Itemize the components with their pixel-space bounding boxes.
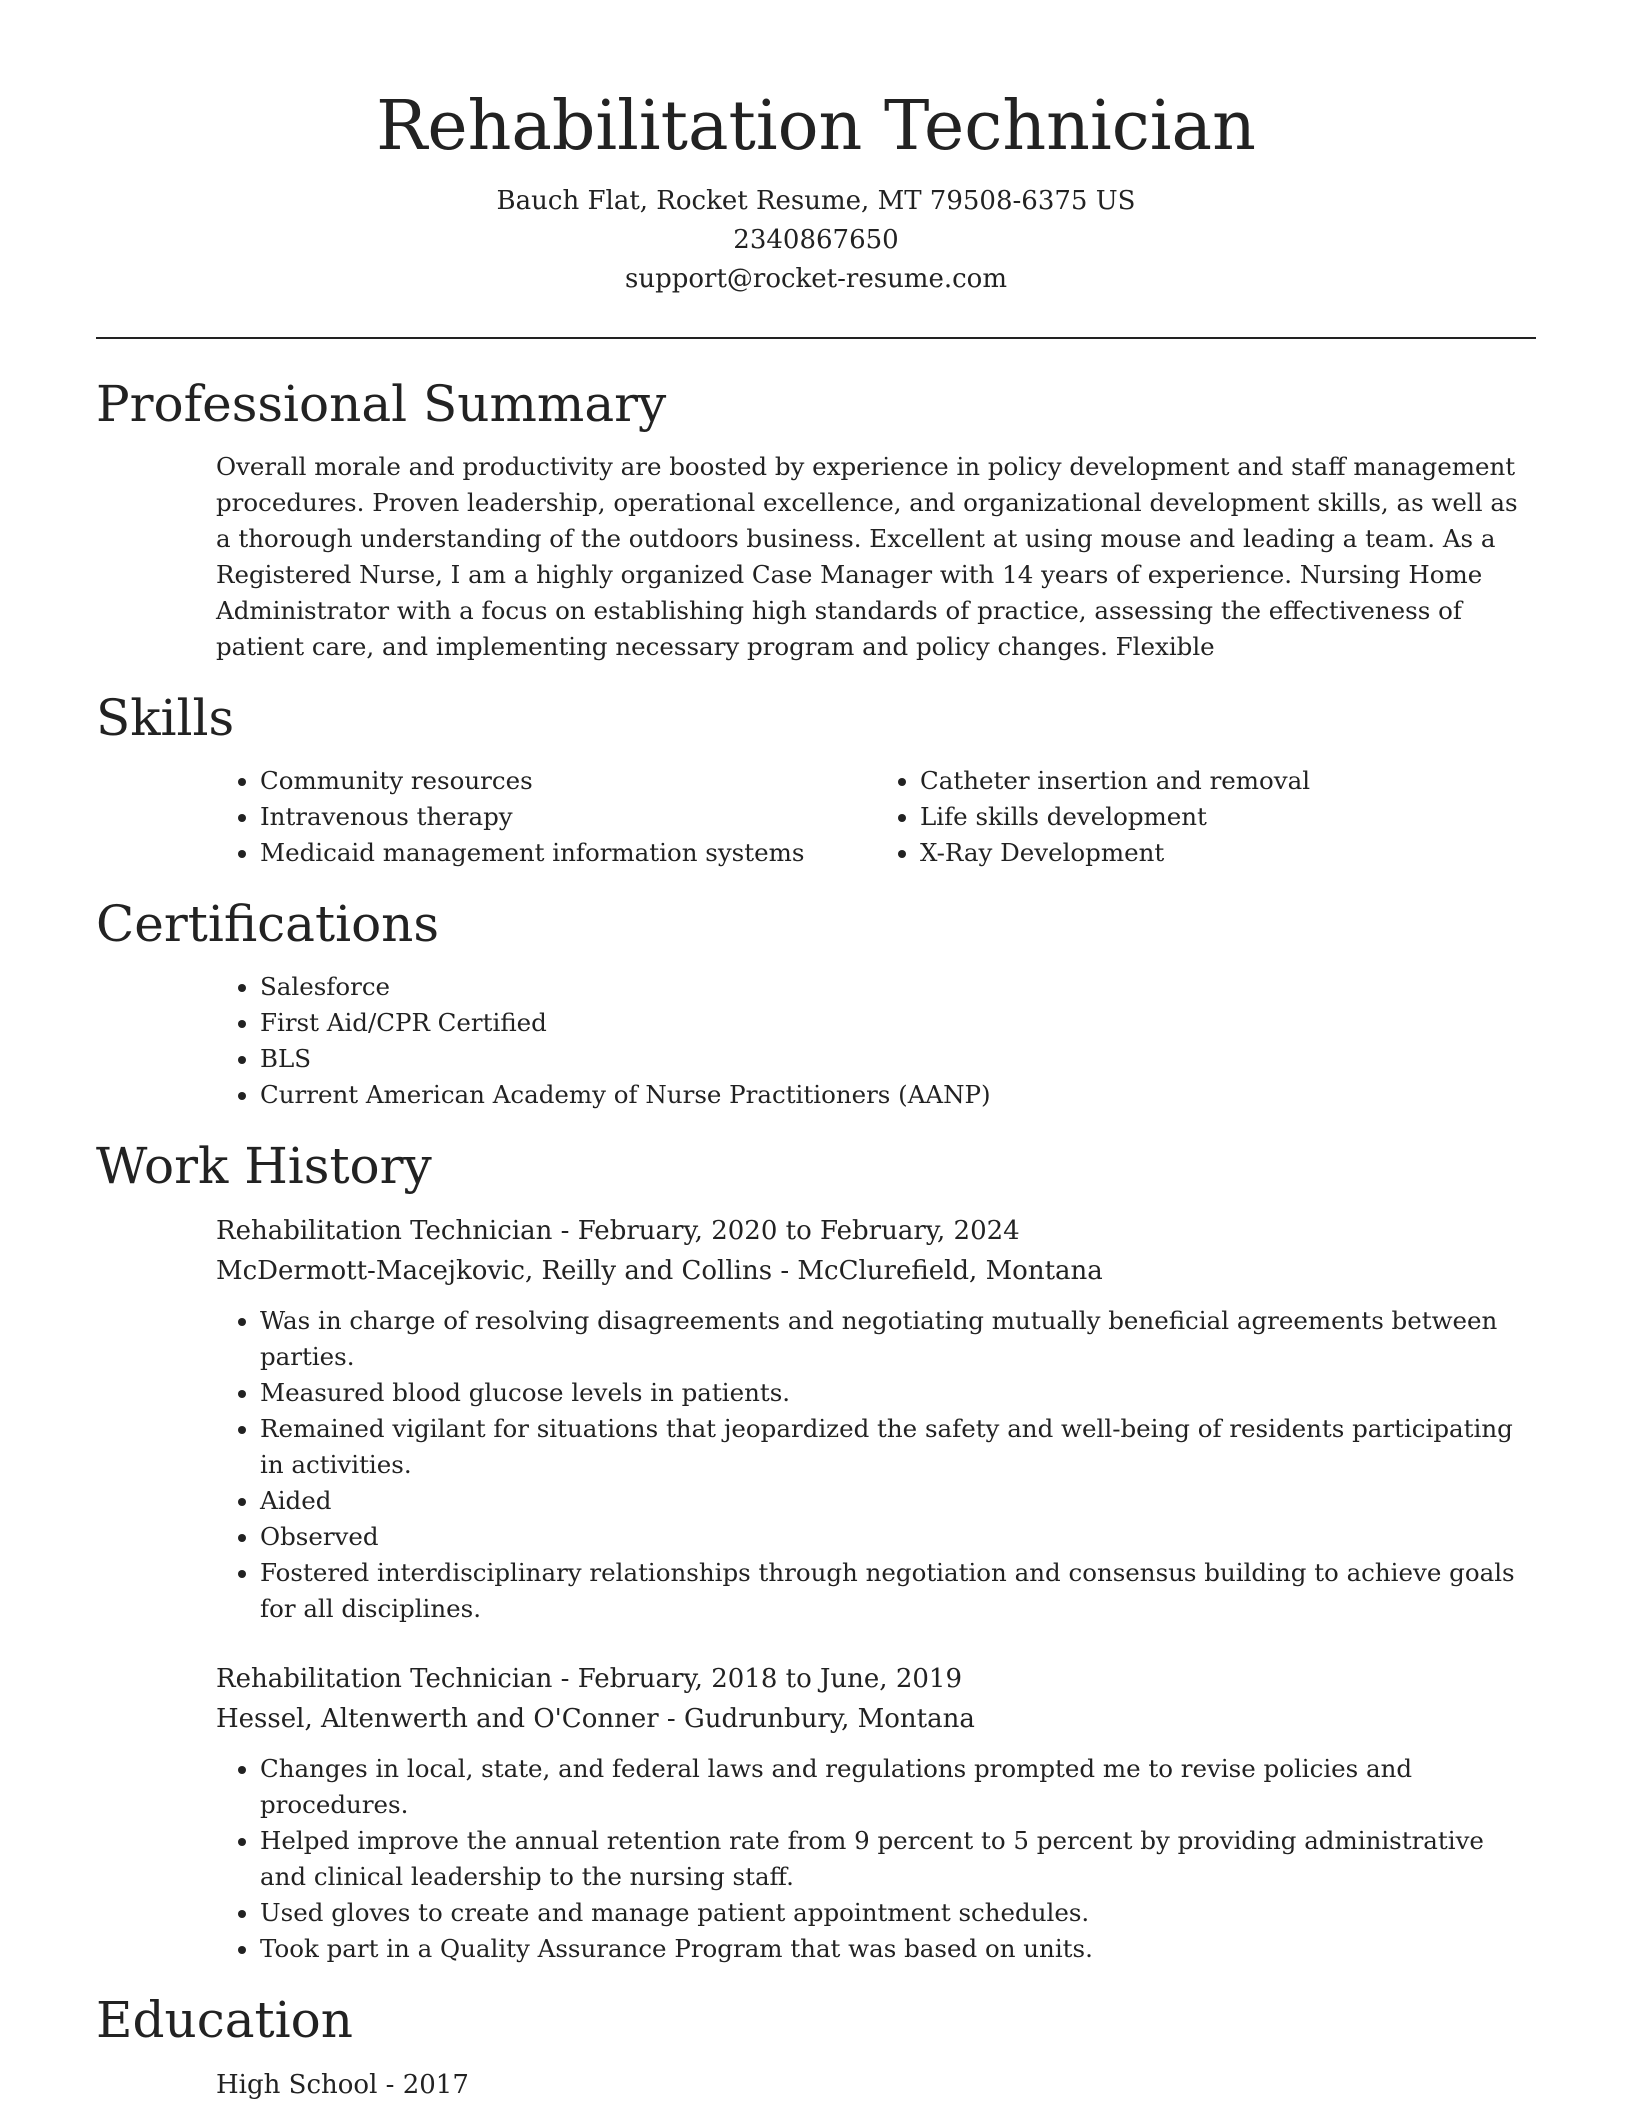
contact-block xyxy=(96,182,1536,299)
job-bullet: • Was in charge of resolving disagreements and negotiating mutually beneficial agreements between parties. xyxy=(260,1303,1536,1375)
job-company: Hessel, Altenwerth and O'Conner xyxy=(216,1704,659,1734)
contact-email: support@rocket-resume.com xyxy=(624,264,1007,294)
certification-item: • Current American Academy of Nurse Practitioners (AANP) xyxy=(260,1077,1536,1113)
education-heading: Education xyxy=(96,1991,353,2049)
skills-heading: Skills xyxy=(96,689,235,747)
skills-column-left xyxy=(216,763,876,871)
job-bullet: • Changes in local, state, and federal laws and regulations prompted me to revise policies and procedures. xyxy=(260,1751,1536,1823)
skill-item: • Medicaid management information systems xyxy=(260,835,876,871)
summary-heading: Professional Summary xyxy=(96,375,667,433)
resume-name: Rehabilitation Technician xyxy=(376,87,1256,166)
contact-phone: 2340867650 xyxy=(733,225,899,255)
skill-item: • X-Ray Development xyxy=(920,835,1536,871)
job-company: McDermott-Macejkovic, Reilly and Collins xyxy=(216,1256,773,1286)
skill-item: • Life skills development xyxy=(920,799,1536,835)
certification-item: • Salesforce xyxy=(260,969,1536,1005)
job-bullet: • Measured blood glucose levels in patients. xyxy=(260,1375,1536,1411)
education-entry: High School - 2017 xyxy=(216,2070,469,2100)
job-dates: - February, 2020 to February, 2024 xyxy=(552,1216,1020,1246)
header-divider xyxy=(96,337,1536,339)
resume-page xyxy=(96,0,1536,2105)
skill-item: • Intravenous therapy xyxy=(260,799,876,835)
job-location: - Gudrunbury, Montana xyxy=(658,1704,975,1734)
certifications-list xyxy=(216,969,1536,1113)
skill-item: • Community resources xyxy=(260,763,876,799)
job-role: Rehabilitation Technician xyxy=(216,1216,553,1246)
skills-column-right xyxy=(876,763,1536,871)
contact-address: Bauch Flat, Rocket Resume, MT 79508-6375 US xyxy=(496,186,1136,216)
job-bullet: • Remained vigilant for situations that jeopardized the safety and well-being of residents participating in activities. xyxy=(260,1411,1536,1483)
job-entry xyxy=(216,1211,1536,1627)
job-bullets xyxy=(216,1303,1536,1627)
job-bullet: • Fostered interdisciplinary relationships through negotiation and consensus building to achieve goals for all disciplines. xyxy=(260,1555,1536,1627)
job-location: - McClurefield, Montana xyxy=(772,1256,1103,1286)
job-bullet: • Helped improve the annual retention rate from 9 percent to 5 percent by providing administrative and clinical leadership to the nursing staff. xyxy=(260,1823,1536,1895)
job-role: Rehabilitation Technician xyxy=(216,1664,553,1694)
skill-item: • Catheter insertion and removal xyxy=(920,763,1536,799)
job-bullets xyxy=(216,1751,1536,1967)
work-history-heading: Work History xyxy=(96,1137,432,1195)
certifications-heading: Certifications xyxy=(96,895,440,953)
certification-item: • BLS xyxy=(260,1041,1536,1077)
job-title-line xyxy=(216,1211,1536,1251)
job-title-line xyxy=(216,1659,1536,1699)
job-bullet: • Used gloves to create and manage patient appointment schedules. xyxy=(260,1895,1536,1931)
job-bullet: • Took part in a Quality Assurance Program that was based on units. xyxy=(260,1931,1536,1967)
job-company-line xyxy=(216,1699,1536,1739)
job-bullet: • Aided xyxy=(260,1483,1536,1519)
job-dates: - February, 2018 to June, 2019 xyxy=(552,1664,963,1694)
job-entry xyxy=(216,1659,1536,1967)
job-company-line xyxy=(216,1251,1536,1291)
skills-list xyxy=(216,763,1536,871)
certification-item: • First Aid/CPR Certified xyxy=(260,1005,1536,1041)
summary-text: Overall morale and productivity are boosted by experience in policy development and staff management procedures. Proven leadership, operational excellence, and organizational development skills, as well as a thorough understanding of the outdoors business. Excellent at using mouse and leading a team. As a Registered Nurse, I am a highly organized Case Manager with 14 years of experience. Nursing Home Administrator with a focus on establishing high standards of practice, assessing the effectiveness of patient care, and implementing necessary program and policy changes. Flexible xyxy=(216,452,1518,661)
job-bullet: • Observed xyxy=(260,1519,1536,1555)
